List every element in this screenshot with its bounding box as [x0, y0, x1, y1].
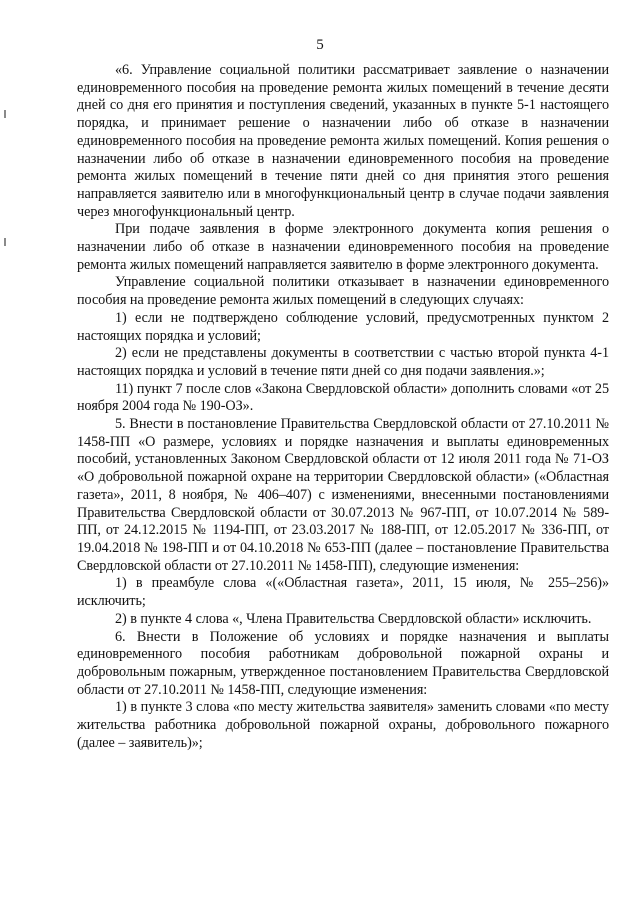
paragraph-section-6-item-1: 1) в пункте 3 слова «по месту жительства заявителя» заменить словами «по месту жительства работника добровольной пожарной охраны, добровольного пожарного (далее – заявитель)»;	[77, 699, 609, 751]
document-body	[77, 62, 609, 752]
page-number: 5	[316, 37, 324, 53]
paragraph-item-6: «6. Управление социальной политики рассматривает заявление о назначении единовременного пособия на проведение ремонта жилых помещений в течение десяти дней со дня его принятия и поступления сведений, указанных в пункте 5-1 настоящего порядка, и принимает решение о назначении либо об отказе в назначении единовременного пособия на проведение ремонта жилых помещений. Копия решения о назначении либо об отказе в назначении единовременного пособия на проведение ремонта жилых помещений в течение пяти дней со дня принятия этого решения направляется заявителю или в многофункциональный центр в случае подачи заявления через многофункциональный центр.	[77, 62, 609, 220]
paragraph-section-5-item-2: 2) в пункте 4 слова «, Члена Правительства Свердловской области» исключить.	[115, 610, 592, 627]
paragraph-electronic-copy: При подаче заявления в форме электронного документа копия решения о назначении либо об отказе в назначении единовременного пособия на проведение ремонта жилых помещений направляется заявителю в форме электронного документа.	[77, 221, 609, 273]
margin-mark	[4, 110, 6, 118]
paragraph-subitem-11: 11) пункт 7 после слов «Закона Свердловской области» дополнить словами «от 25 ноября 2004 года № 190-ОЗ».	[77, 380, 609, 415]
paragraph-section-5-item-1: 1) в преамбуле слова «(«Областная газета», 2011, 15 июля, № 255–256)» исключить;	[77, 575, 609, 610]
paragraph-refusal-grounds: Управление социальной политики отказывает в назначении единовременного пособия на проведение ремонта жилых помещений в следующих случаях:	[77, 274, 609, 309]
margin-mark	[4, 238, 6, 246]
paragraph-refusal-1: 1) если не подтверждено соблюдение условий, предусмотренных пунктом 2 настоящих порядка и условий;	[77, 309, 609, 344]
paragraph-refusal-2: 2) если не представлены документы в соответствии с частью второй пункта 4-1 настоящих порядка и условий в течение пяти дней со дня подачи заявления.»;	[77, 345, 609, 379]
paragraph-section-5: 5. Внести в постановление Правительства Свердловской области от 27.10.2011 № 1458-ПП «О размере, условиях и порядке назначения и выплаты единовременных пособий, установленных Законом Свердловской области от 12 июля 2011 года № 71-ОЗ «О добровольной пожарной охране на территории Свердловской области» («Областная газета», 2011, 8 ноября, № 406–407) с изменениями, внесенными постановлениями Правительства Свердловской области от 30.07.2013 № 967-ПП, от 10.07.2014 № 589-ПП, от 24.12.2015 № 1194-ПП, от 23.03.2017 № 188-ПП, от 12.05.2017 № 336-ПП, от 19.04.2018 № 198-ПП и от 04.10.2018 № 653-ПП (далее – постановление Правительства Свердловской области от 27.10.2011 № 1458-ПП), следующие изменения:	[77, 416, 609, 574]
paragraph-section-6: 6. Внести в Положение об условиях и порядке назначения и выплаты единовременного пособия работникам добровольной пожарной охраны и добровольным пожарным, утвержденное постановлением Правительства Свердловской области от 27.10.2011 № 1458-ПП, следующие изменения:	[77, 628, 609, 698]
